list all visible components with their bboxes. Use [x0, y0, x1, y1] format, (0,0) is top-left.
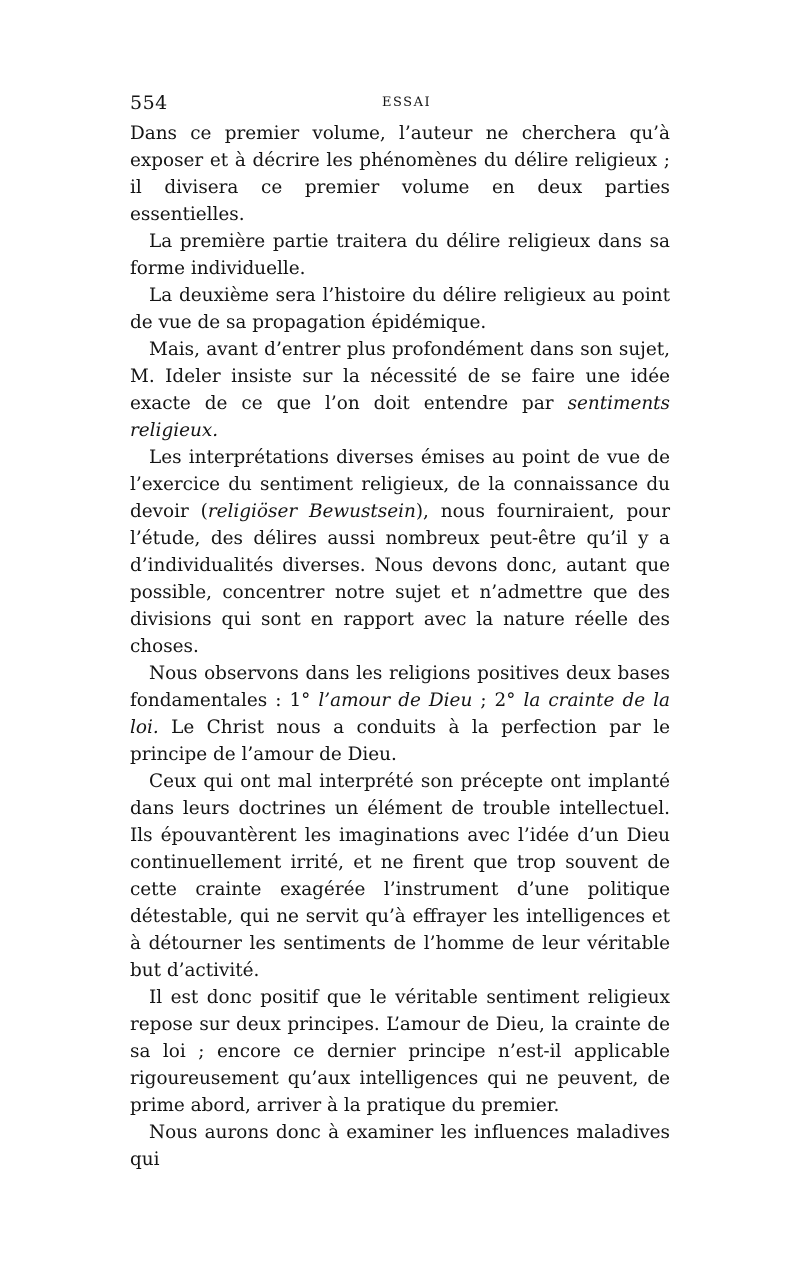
paragraph-6-text-c: Le Christ nous a conduits à la perfection par le principe de l’amour de Dieu. [130, 717, 670, 765]
page-number: 554 [130, 92, 168, 114]
paragraph-6-text-b: ; 2° [472, 690, 524, 711]
paragraph-6 [130, 660, 670, 768]
paragraph-1: Dans ce premier volume, l’auteur ne cherchera qu’à exposer et à décrire les phénomènes du délire religieux ; il divisera ce premier volume en deux parties essentielles. [130, 123, 670, 225]
page-header [130, 88, 670, 118]
paragraph-9: Nous aurons donc à examiner les influences maladives qui [130, 1122, 670, 1170]
paragraph-5-text-a: Les interprétations diverses émises au point de vue de l’exercice du sentiment religieux, de la connaissance du devoir ( [130, 447, 670, 522]
running-head: ESSAI [382, 95, 432, 110]
body-text [130, 120, 670, 1173]
paragraph-4-text: Mais, avant d’entrer plus profondément dans son sujet, M. Ideler insiste sur la nécessité de se faire une idée exacte de ce que l’on doit entendre par [130, 339, 670, 414]
paragraph-6-italic-2: la crainte de la loi. [130, 690, 670, 738]
paragraph-5-text-b: ), nous fourniraient, pour l’étude, des délires aussi nombreux peut-être qu’il y a d’individualités diverses. Nous devons donc, autant que possible, concentrer notre sujet et n’admettre que des divisions qui sont en rapport avec la nature réelle des choses. [130, 501, 671, 657]
paragraph-2: La première partie traitera du délire religieux dans sa forme individuelle. [130, 231, 670, 279]
paragraph-6-italic-1: l’amour de Dieu [318, 690, 473, 711]
paragraph-7: Ceux qui ont mal interprété son précepte ont implanté dans leurs doctrines un élément de trouble intellectuel. Ils épouvantèrent les imaginations avec l’idée d’un Dieu continuellement irrité, et ne firent que trop souvent de cette crainte exagérée l’instrument d’une politique détestable, qui ne servit qu’à effrayer les intelligences et à détourner les sentiments de l’homme de leur véritable but d’activité. [130, 771, 670, 981]
paragraph-8: Il est donc positif que le véritable sentiment religieux repose sur deux principes. L’amour de Dieu, la crainte de sa loi ; encore ce dernier principe n’est-il applicable rigoureusement qu’aux intelligences qui ne peuvent, de prime abord, arriver à la pratique du premier. [130, 987, 670, 1116]
paragraph-4 [130, 336, 670, 444]
paragraph-4-italic: sentiments religieux. [130, 393, 670, 441]
paragraph-5-italic: religiöser Bewustsein [207, 501, 416, 522]
paragraph-5 [130, 444, 670, 660]
book-page [130, 88, 670, 1173]
paragraph-3: La deuxième sera l’histoire du délire religieux au point de vue de sa propagation épidémique. [130, 285, 670, 333]
paragraph-6-text-a: Nous observons dans les religions positives deux bases fondamentales : 1° [130, 663, 670, 711]
